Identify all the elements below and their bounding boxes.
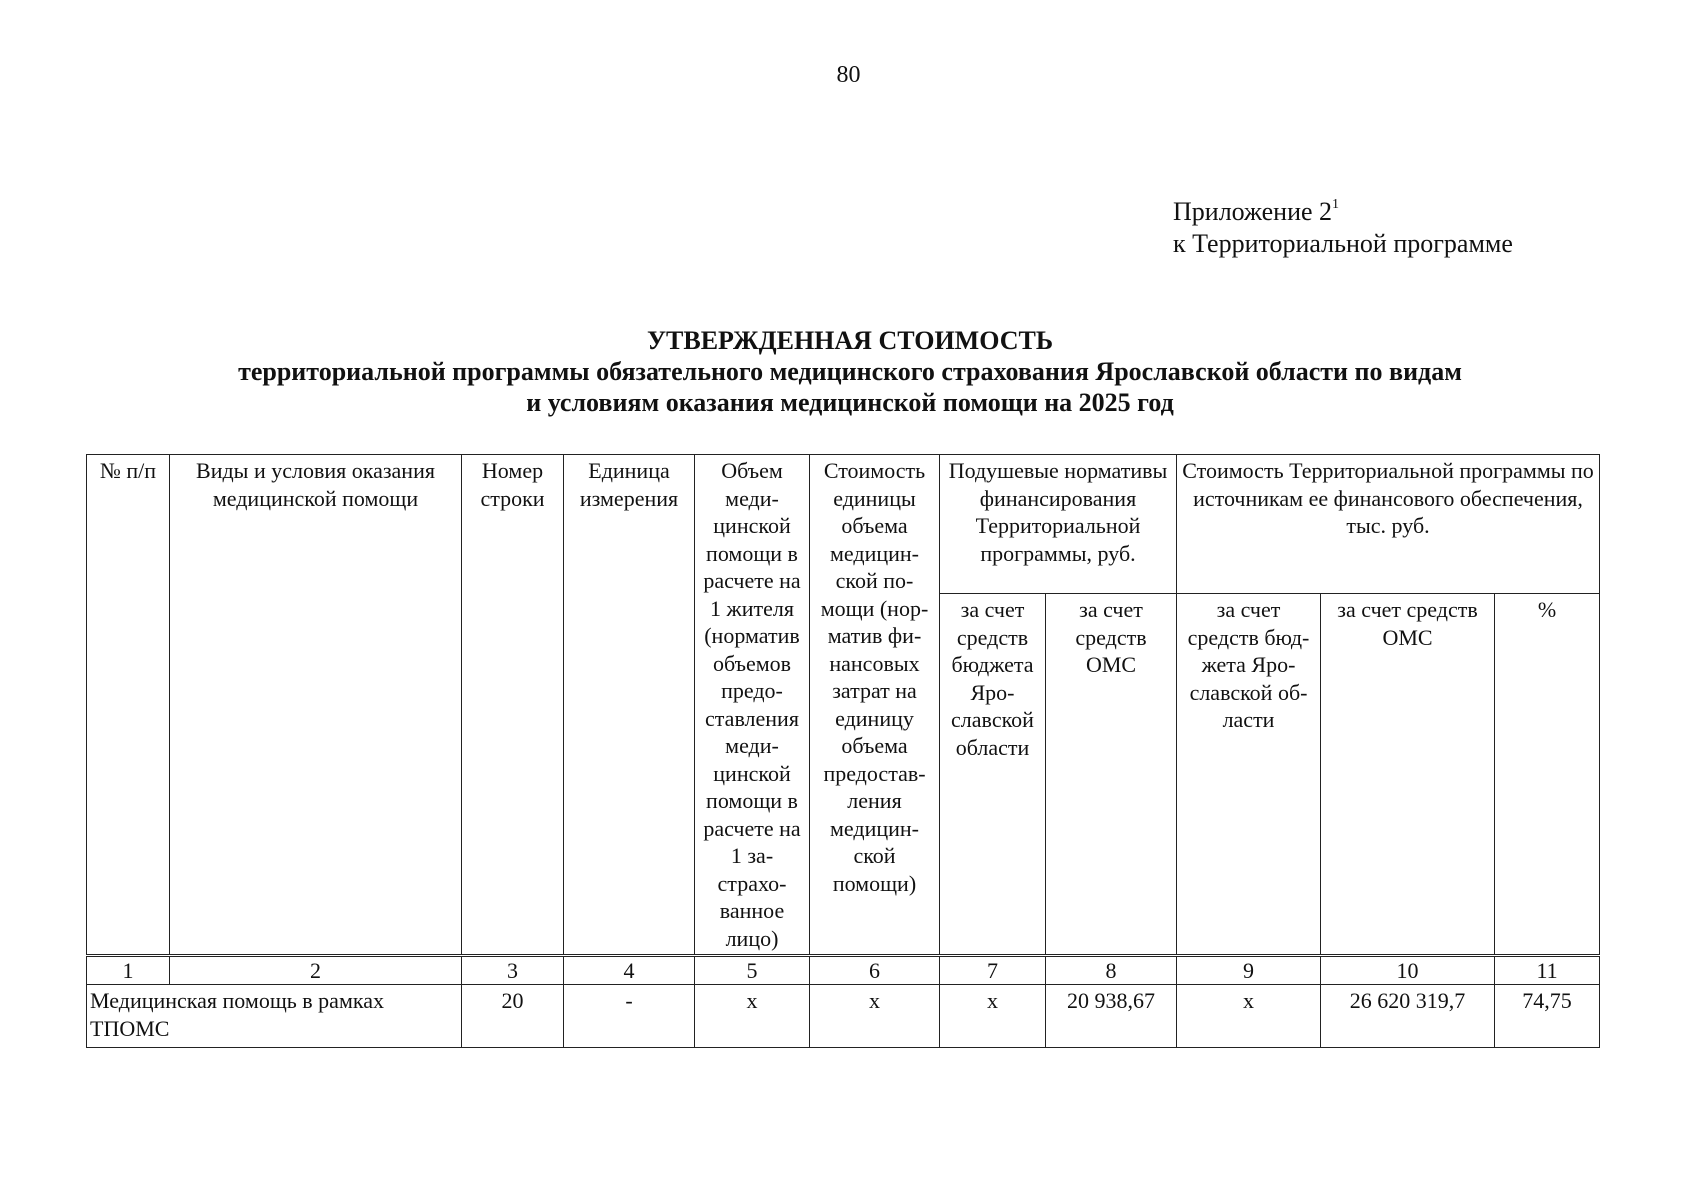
header-budget-cost: за счет средств бюд-жета Яро-славской об-ласти bbox=[1177, 594, 1321, 956]
header-budget-per-capita: за счет средств бюджета Яро-славской области bbox=[940, 594, 1046, 956]
column-number: 2 bbox=[170, 956, 462, 985]
header-number: № п/п bbox=[87, 455, 170, 956]
appendix-line-1: Приложение $2^1$ bbox=[1173, 197, 1340, 226]
column-number: 11 bbox=[1495, 956, 1600, 985]
title-line-3: и условиям оказания медицинской помощи на 2025 год bbox=[526, 388, 1174, 417]
header-row-1 bbox=[87, 455, 1600, 594]
header-per-capita-group: Подушевые нормативы финансирования Территориальной программы, руб. bbox=[940, 455, 1177, 594]
column-number: 6 bbox=[810, 956, 940, 985]
appendix-line-2: к Территориальной программе bbox=[1173, 229, 1513, 258]
column-number: 9 bbox=[1177, 956, 1321, 985]
row-line-number: 20 bbox=[462, 985, 564, 1048]
row-budget-cost: х bbox=[1177, 985, 1321, 1048]
title-line-1: УТВЕРЖДЕННАЯ СТОИМОСТЬ bbox=[646, 326, 1054, 355]
row-name: Медицинская помощь в рамках ТПОМС bbox=[87, 985, 462, 1048]
header-unit: Единица измерения bbox=[564, 455, 695, 956]
column-number: 1 bbox=[87, 956, 170, 985]
header-volume: Объем меди-цинской помощи в расчете на 1 жителя (норматив объемов предо-ставления меди-цинской помощи в расчете на 1 за-страхо-ванное лицо) bbox=[695, 455, 810, 956]
column-number: 5 bbox=[695, 956, 810, 985]
header-type: Виды и условия оказания медицинской помощи bbox=[170, 455, 462, 956]
row-oms-per-capita: 20 938,67 bbox=[1046, 985, 1177, 1048]
page-number: 80 bbox=[836, 62, 861, 88]
appendix-superscript: 1 bbox=[1332, 197, 1340, 212]
cost-table bbox=[86, 454, 1600, 1048]
row-percent: 74,75 bbox=[1495, 985, 1600, 1048]
row-unit: - bbox=[564, 985, 695, 1048]
header-oms-cost: за счет средств ОМС bbox=[1321, 594, 1495, 956]
header-oms-per-capita: за счет средств ОМС bbox=[1046, 594, 1177, 956]
row-oms-cost: 26 620 319,7 bbox=[1321, 985, 1495, 1048]
column-number: 4 bbox=[564, 956, 695, 985]
column-number: 3 bbox=[462, 956, 564, 985]
header-line-number: Номер строки bbox=[462, 455, 564, 956]
column-number: 8 bbox=[1046, 956, 1177, 985]
column-number: 10 bbox=[1321, 956, 1495, 985]
header-cost-group: Стоимость Территориальной программы по источникам ее финансового обеспечения, тыс. руб. bbox=[1177, 455, 1600, 594]
document-title bbox=[100, 325, 1600, 418]
row-budget-per-capita: х bbox=[940, 985, 1046, 1048]
row-unit-cost: х bbox=[810, 985, 940, 1048]
column-number: 7 bbox=[940, 956, 1046, 985]
appendix-note bbox=[1173, 196, 1513, 260]
table-row bbox=[87, 985, 1600, 1048]
title-line-2: территориальной программы обязательного медицинского страхования Ярославской области по видам bbox=[238, 357, 1462, 386]
header-unit-cost: Стоимость единицы объема медицин-ской по-мощи (нор-матив фи-нансовых затрат на единицу объема предостав-ления медицин-ской помощи) bbox=[810, 455, 940, 956]
header-percent: % bbox=[1495, 594, 1600, 956]
column-number-row bbox=[87, 956, 1600, 985]
row-volume: х bbox=[695, 985, 810, 1048]
